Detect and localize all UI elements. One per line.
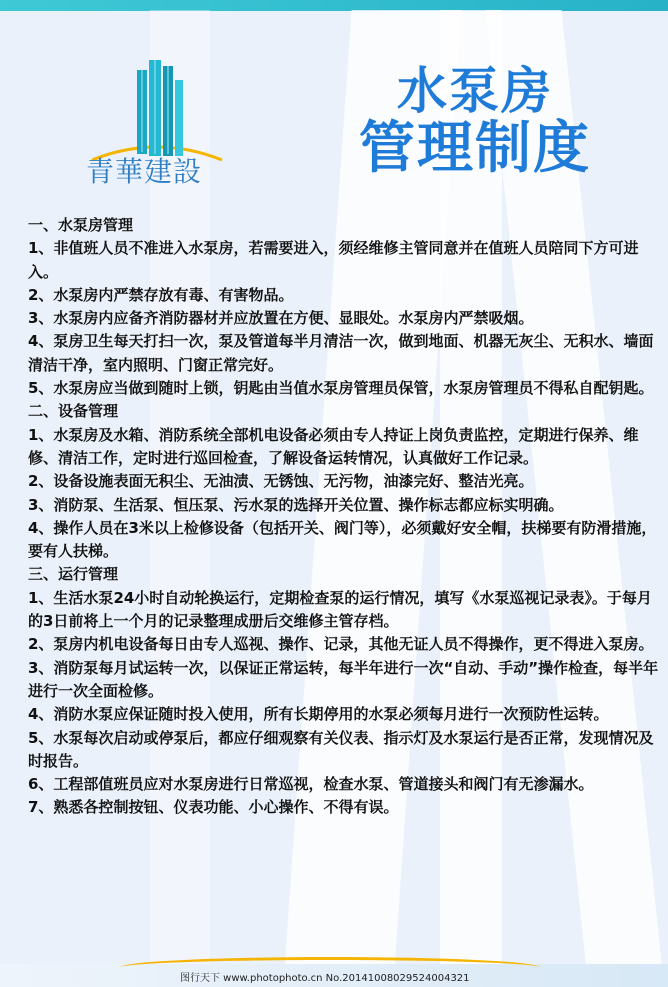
list-item: 1、水泵房及水箱、消防系统全部机电设备必须由专人持证上岗负责监控，定期进行保养、维修、清洁工作，定时进行巡回检查，了解设备运转情况，认真做好工作记录。 [28,425,639,467]
list-item: 4、操作人员在3米以上检修设备（包括开关、阀门等），必须戴好安全帽，扶梯要有防滑措施，要有人扶梯。 [28,518,657,561]
list-item: 4、消防水泵应保证随时投入使用，所有长期停用的水泵必须每月进行一次预防性运转。 [28,705,609,724]
section-heading: 三、运行管理 [28,565,119,584]
list-item: 2、设备设施表面无积尘、无油渍、无锈蚀、无污物，油漆完好、整洁光亮。 [28,472,534,491]
section-heading: 一、水泵房管理 [28,216,134,234]
list-item: 3、水泵房内应备齐消防器材并应放置在方便、显眼处。水泵房内严禁吸烟。 [28,309,534,328]
list-item: 1、生活水泵24小时自动轮换运行，定期检查泵的运行情况，填写《水泵巡视记录表》。于每月的3日前将上一个月的记录整理成册后交维修主管存档。 [28,588,652,631]
footer-watermark: 图行天下 www.photophoto.cn No.20141008029524004321 [180,973,470,984]
list-item: 2、泵房内机电设备每日由专人巡视、操作、记录，其他无证人员不得操作，更不得进入泵房。 [28,635,654,654]
list-item: 5、水泵房应当做到随时上锁，钥匙由当值水泵房管理员保管，水泵房管理员不得私自配钥匙。 [28,379,654,398]
top-accent-bar [0,0,668,11]
list-item: 3、消防泵、生活泵、恒压泵、污水泵的选择开关位置、操作标志都应标实明确。 [28,495,564,514]
title-line-1: 水泵房 [397,62,553,120]
list-item: 4、泵房卫生每天打扫一次，泵及管道每半月清洁一次，做到地面、机器无灰尘、无积水、墙面清洁干净，室内照明、门窗正常完好。 [28,332,654,374]
page-title [340,62,610,181]
list-item: 7、熟悉各控制按钮、仪表功能、小心操作、不得有误。 [28,798,399,817]
list-item: 2、水泵房内严禁存放有毒、有害物品。 [28,285,294,304]
list-item: 3、消防泵每月试运转一次，以保证正常运转，每半年进行一次“自动、手动”操作检查，每半年进行一次全面检修。 [28,658,659,700]
logo-text: 青華建設 [86,155,203,188]
list-item: 1、非值班人员不准进入水泵房，若需要进入，须经维修主管同意并在值班人员陪同下方可进入。 [28,239,639,281]
title-line-2: 管理制度 [359,116,591,181]
list-item: 6、工程部值班员应对水泵房进行日常巡视，检查水泵、管道接头和阀门有无渗漏水。 [28,775,594,794]
section-heading: 二、设备管理 [28,402,119,421]
list-item: 5、水泵每次启动或停泵后，都应仔细观察有关仪表、指示灯及水泵运行是否正常，发现情况及时报告。 [28,728,654,770]
regulation-content [28,214,666,820]
